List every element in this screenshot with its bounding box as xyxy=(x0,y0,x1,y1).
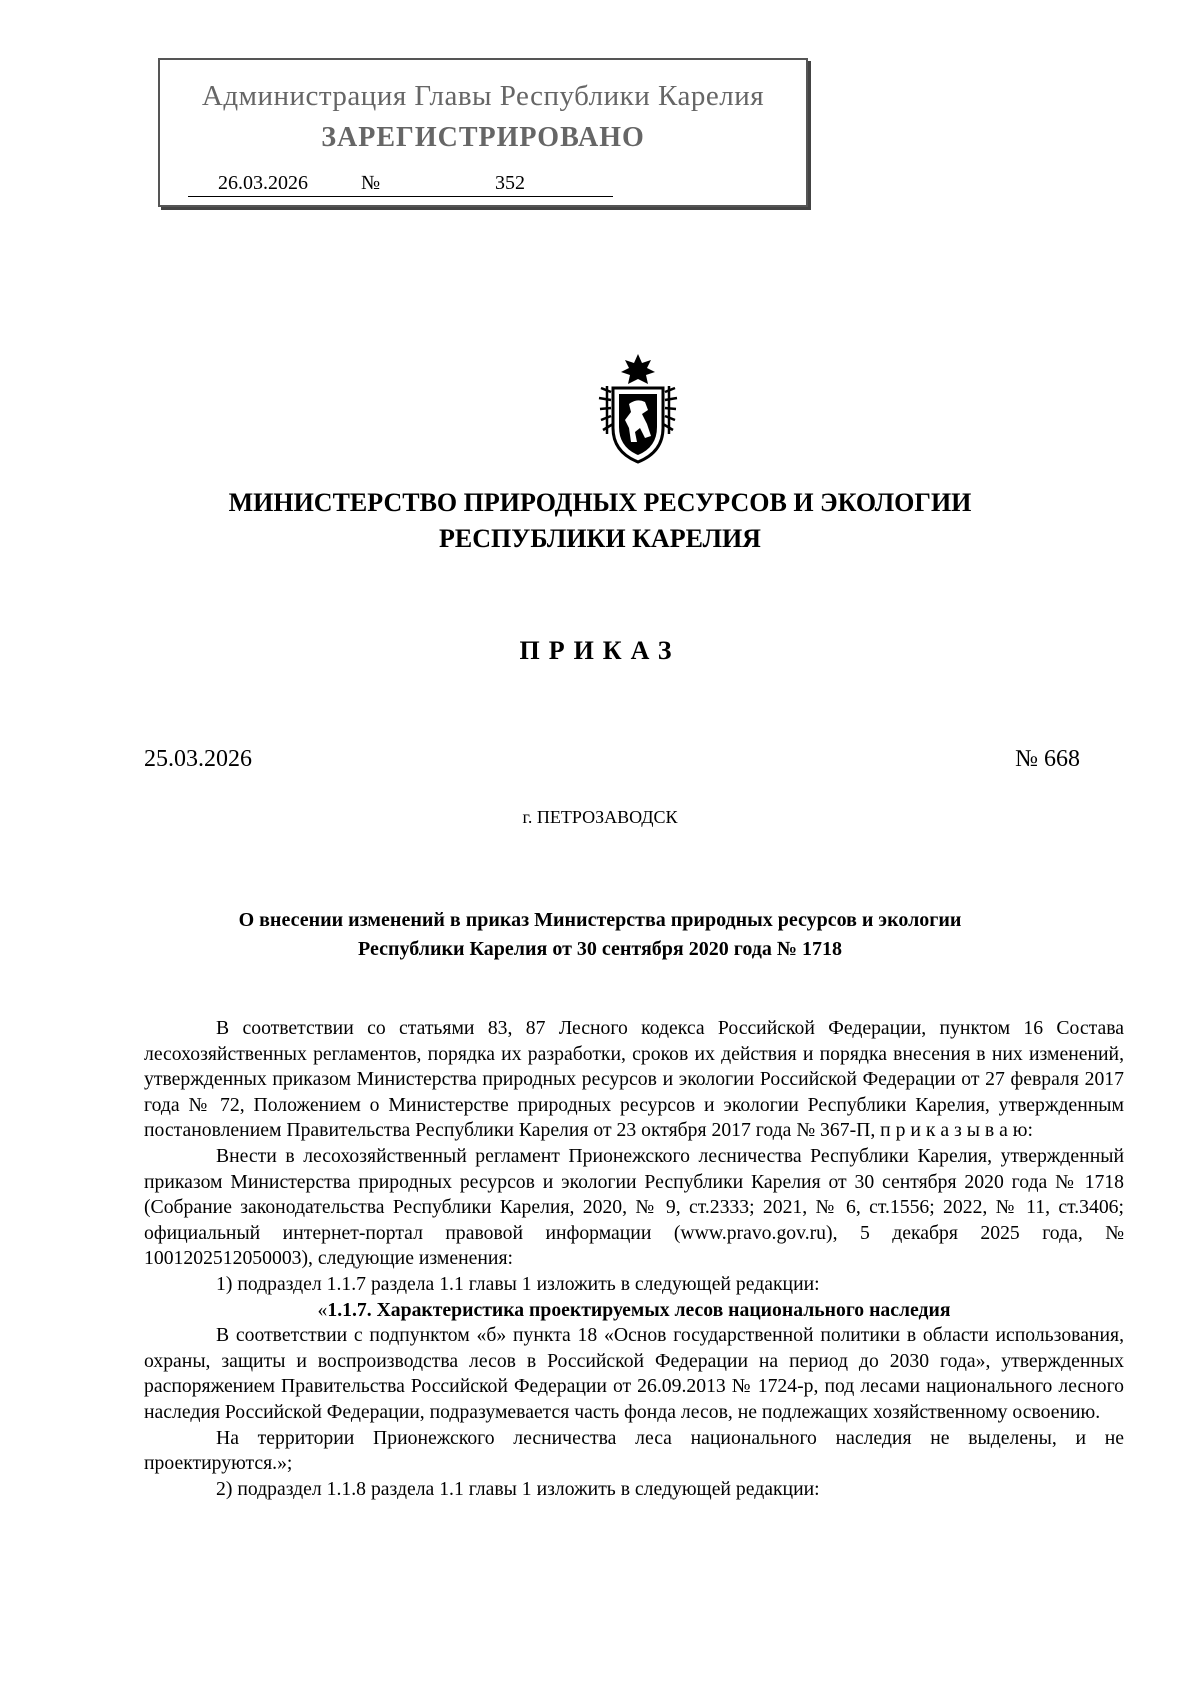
paragraph-item-1: 1) подраздел 1.1.7 раздела 1.1 главы 1 изложить в следующей редакции: xyxy=(216,1272,820,1295)
paragraph-national-heritage-status: На территории Прионежского лесничества леса национального наследия не выделены, и не проектируются.»; xyxy=(144,1426,1124,1475)
ministry-name xyxy=(0,485,1200,557)
stamp-status: ЗАРЕГИСТРИРОВАНО xyxy=(321,122,645,153)
paragraph-section-heading xyxy=(144,1298,1124,1324)
stamp-number: 352 xyxy=(495,172,525,194)
order-subject xyxy=(0,906,1200,964)
paragraph-amendment-intro: Внести в лесохозяйственный регламент Прионежского лесничества Республики Карелия, утвержденный приказом Министерства природных ресурсов и экологии Республики Карелия от 30 сентября 2020 года № 1718 (Собрание законодательства Республики Карелия, 2020, № 9, ст.2333; 2021, № 6, ст.1556; 2022, № 11, ст.3406; официальный интернет-портал правовой информации (www.pravo.gov.ru), 5 декабря 2025 года, № 1001202512050003), следующие изменения: xyxy=(144,1144,1124,1270)
ministry-name-line1: МИНИСТЕРСТВО ПРИРОДНЫХ РЕСУРСОВ И ЭКОЛОГИИ xyxy=(228,488,972,517)
stamp-registration-line xyxy=(188,172,613,197)
section-heading-text: 1.1.7. Характеристика проектируемых лесов национального наследия xyxy=(327,1298,951,1321)
order-body xyxy=(144,1016,1124,1502)
subject-line2: Республики Карелия от 30 сентября 2020 года № 1718 xyxy=(358,938,842,960)
paragraph-item-2: 2) подраздел 1.1.8 раздела 1.1 главы 1 изложить в следующей редакции: xyxy=(216,1477,820,1500)
order-date: 25.03.2026 xyxy=(144,746,252,772)
paragraph-national-heritage-definition: В соответствии с подпунктом «б» пункта 18 «Основ государственной политики в области использования, охраны, защиты и воспроизводства лесов в Российской Федерации на период до 2030 года», утвержденных распоряжением Правительства Российской Федерации от 26.09.2013 № 1724-р, под лесами национального лесного наследия Российской Федерации, подразумевается часть фонда лесов, не подлежащих хозяйственному освоению. xyxy=(144,1324,1124,1423)
opening-quote: « xyxy=(317,1298,328,1321)
coat-of-arms-icon xyxy=(595,352,681,464)
paragraph-preamble: В соответствии со статьями 83, 87 Лесного кодекса Российской Федерации, пунктом 16 Состава лесохозяйственных регламентов, порядка их разработки, сроков их действия и порядка внесения в них изменений, утвержденных приказом Министерства природных ресурсов и экологии Российской Федерации от 27 февраля 2017 года № 72, Положением о Министерстве природных ресурсов и экологии Республики Карелия, утвержденным постановлением Правительства Республики Карелия от 23 октября 2017 года № 367-П, п р и к а з ы в а ю: xyxy=(144,1017,1124,1142)
ministry-name-line2: РЕСПУБЛИКИ КАРЕЛИЯ xyxy=(439,524,761,553)
stamp-date: 26.03.2026 xyxy=(218,172,308,194)
order-number: № 668 xyxy=(1015,746,1080,772)
stamp-organization: Администрация Главы Республики Карелия xyxy=(201,80,765,112)
subject-line1: О внесении изменений в приказ Министерства природных ресурсов и экологии xyxy=(238,909,962,931)
registration-stamp xyxy=(158,58,808,207)
stamp-number-sign: № xyxy=(361,172,381,194)
city: г. ПЕТРОЗАВОДСК xyxy=(522,807,678,827)
document-type: ПРИКАЗ xyxy=(519,636,681,665)
